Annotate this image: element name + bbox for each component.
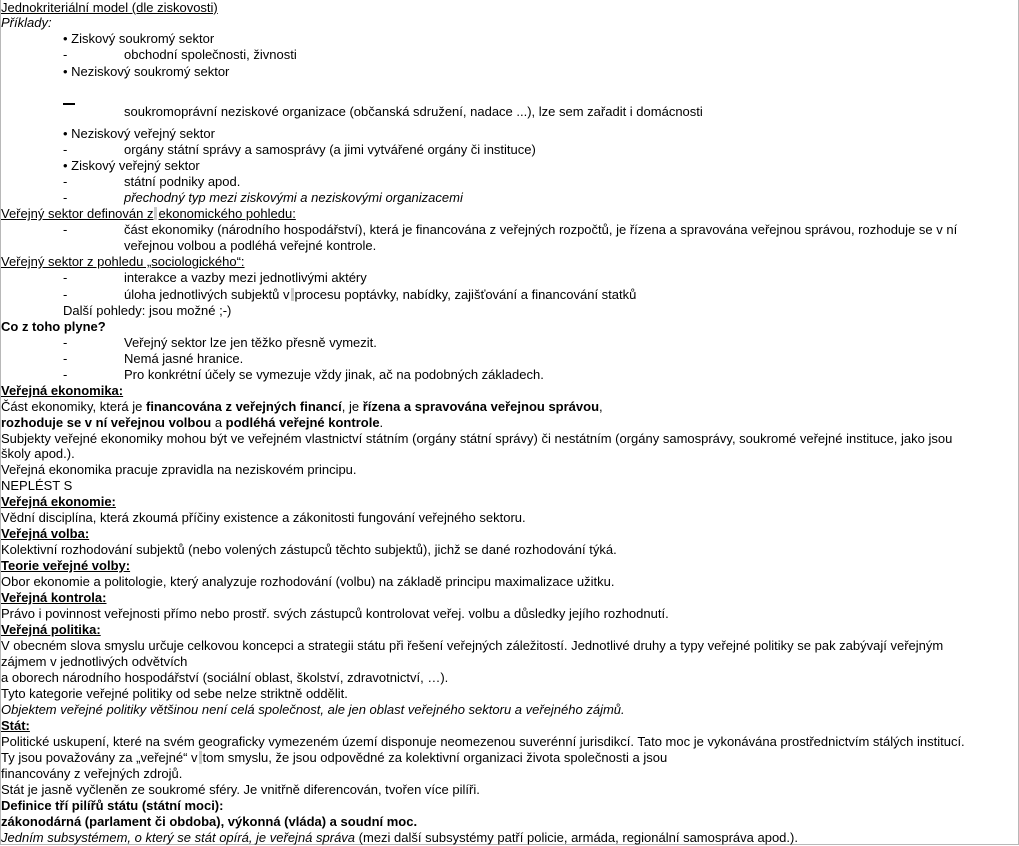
dash: - [63, 335, 68, 350]
soc-detail-1: interakce a vazby mezi jednotlivými aktéry [124, 270, 367, 285]
dash: - [63, 222, 68, 237]
public-choice-heading: Veřejná volba: [1, 526, 90, 541]
soc-detail-2: úloha jednotlivých subjektů v procesu poptávky, nabídky, zajišťování a financování statků [124, 287, 637, 302]
public-control-heading: Veřejná kontrola: [1, 590, 107, 605]
econ-detail-2: veřejnou volbou a podléhá veřejné kontrole. [124, 238, 377, 253]
dash: - [63, 287, 68, 302]
dash: - [63, 47, 68, 62]
pillars-heading: Definice tří pilířů státu (státní moci): [1, 798, 224, 813]
pillars-2: Jedním subsystémem, o který se stát opírá, je veřejná správa (mezi další subsystémy patří policie, armáda, regionální samospráva apod.). [1, 830, 798, 845]
bullet-nonprofit-public: • Neziskový veřejný sektor [63, 126, 215, 141]
detail-profit-public-2: přechodný typ mezi ziskovými a neziskovými organizacemi [124, 190, 463, 205]
conclusion-2: Nemá jasné hranice. [124, 351, 244, 366]
bullet-nonprofit-private: • Neziskový soukromý sektor [63, 64, 230, 79]
public-economy-4: školy apod.). [1, 446, 75, 461]
econ-heading: Veřejný sektor definován z ekonomického pohledu: [1, 206, 296, 221]
public-economy-heading: Veřejná ekonomika: [1, 383, 124, 398]
dash: - [63, 351, 68, 366]
public-choice-theory-1: Obor ekonomie a politologie, který analyzuje rozhodování (volbu) na základě principu maximalizace užitku. [1, 574, 615, 589]
public-economy-2: rozhoduje se v ní veřejnou volbou a podléhá veřejné kontrole. [1, 415, 384, 430]
state-2: Ty jsou považovány za „veřejné“ v tom smyslu, že jsou odpovědné za kolektivní organizaci života společnosti a jsou [1, 750, 668, 765]
dash: - [63, 190, 68, 205]
detail-nonprofit-private: soukromoprávní neziskové organizace (občanská sdružení, nadace ...), lze sem zařadit i domácnosti [124, 104, 703, 119]
bullet-profit-public: • Ziskový veřejný sektor [63, 158, 200, 173]
detail-profit-public-1: státní podniky apod. [124, 174, 241, 189]
public-economics-1: Vědní disciplína, která zkoumá příčiny existence a zákonitosti fungování veřejného sektoru. [1, 510, 526, 525]
conclusion-heading: Co z toho plyne? [1, 319, 106, 334]
public-policy-heading: Veřejná politika: [1, 622, 101, 637]
public-economics-heading: Veřejná ekonomie: [1, 494, 116, 509]
dash: - [63, 142, 68, 157]
public-policy-3: a oborech národního hospodářství (sociální oblast, školství, zdravotnictví, …). [1, 670, 449, 685]
conclusion-1: Veřejný sektor lze jen těžko přesně vymezit. [124, 335, 377, 350]
edit-mark [199, 751, 202, 764]
dash: - [63, 174, 68, 189]
pillars-1: zákonodárná (parlament či obdoba), výkonná (vláda) a soudní moc. [1, 814, 418, 829]
public-choice-1: Kolektivní rozhodování subjektů (nebo volených zástupců těchto subjektů), jichž se dané rozhodování týká. [1, 542, 617, 557]
detail-nonprofit-public: orgány státní správy a samosprávy (a jimi vytvářené orgány či instituce) [124, 142, 536, 157]
soc-heading: Veřejný sektor z pohledu „sociologického“: [1, 254, 245, 269]
state-3: financovány z veřejných zdrojů. [1, 766, 183, 781]
public-economy-1: Část ekonomiky, která je financována z veřejných financí, je řízena a spravována veřejnou správou, [1, 399, 603, 414]
public-economy-6: NEPLÉST S [1, 478, 73, 493]
state-4: Stát je jasně vyčleněn ze soukromé sféry. Je vnitřně diferencován, tvořen více pilíři. [1, 782, 480, 797]
examples-label: Příklady: [1, 15, 52, 30]
public-policy-5: Objektem veřejné politiky většinou není celá společnost, ale jen oblast veřejného sektoru a veřejného zájmů. [1, 702, 625, 717]
dash: - [63, 367, 68, 382]
bullet-profit-private: • Ziskový soukromý sektor [63, 31, 215, 46]
public-economy-5: Veřejná ekonomika pracuje zpravidla na neziskovém principu. [1, 462, 357, 477]
state-1: Politické uskupení, které na svém geograficky vymezeném území disponuje neomezenou suverénní jurisdikcí. Tato moc je vykonávána prostřednictvím stálých institucí. [1, 734, 965, 749]
public-control-1: Právo i povinnost veřejnosti přímo nebo prostř. svých zástupců kontrolovat veřej. volbu a důsledky jejího rozhodnutí. [1, 606, 669, 621]
public-economy-3: Subjekty veřejné ekonomiky mohou být ve veřejném vlastnictví státním (orgány státní správy) či nestátním (orgány samosprávy, soukromé veřejné instituce, jako jsou [1, 431, 953, 446]
conclusion-3: Pro konkrétní účely se vymezuje vždy jinak, ač na podobných základech. [124, 367, 544, 382]
doc-title: Jednokriteriální model (dle ziskovosti) [1, 0, 218, 15]
soc-more: Další pohledy: jsou možné ;-) [63, 303, 232, 318]
dash: - [63, 270, 68, 285]
econ-detail-1: část ekonomiky (národního hospodářství), která je financována z veřejných rozpočtů, je řízena a spravována veřejnou správou, rozhoduje se v ní [124, 222, 958, 237]
dash-large [63, 103, 75, 105]
detail-profit-private: obchodní společnosti, živnosti [124, 47, 297, 62]
edit-mark [291, 288, 294, 301]
public-policy-4: Tyto kategorie veřejné politiky od sebe nelze striktně oddělit. [1, 686, 348, 701]
state-heading: Stát: [1, 718, 30, 733]
public-policy-1: V obecném slova smyslu určuje celkovou koncepci a strategii státu při řešení veřejných záležitostí. Jednotlivé druhy a typy veřejné politiky se pak zabývají veřejným [1, 638, 944, 653]
public-policy-2: zájmem v jednotlivých odvětvích [1, 654, 188, 669]
public-choice-theory-heading: Teorie veřejné volby: [1, 558, 131, 573]
